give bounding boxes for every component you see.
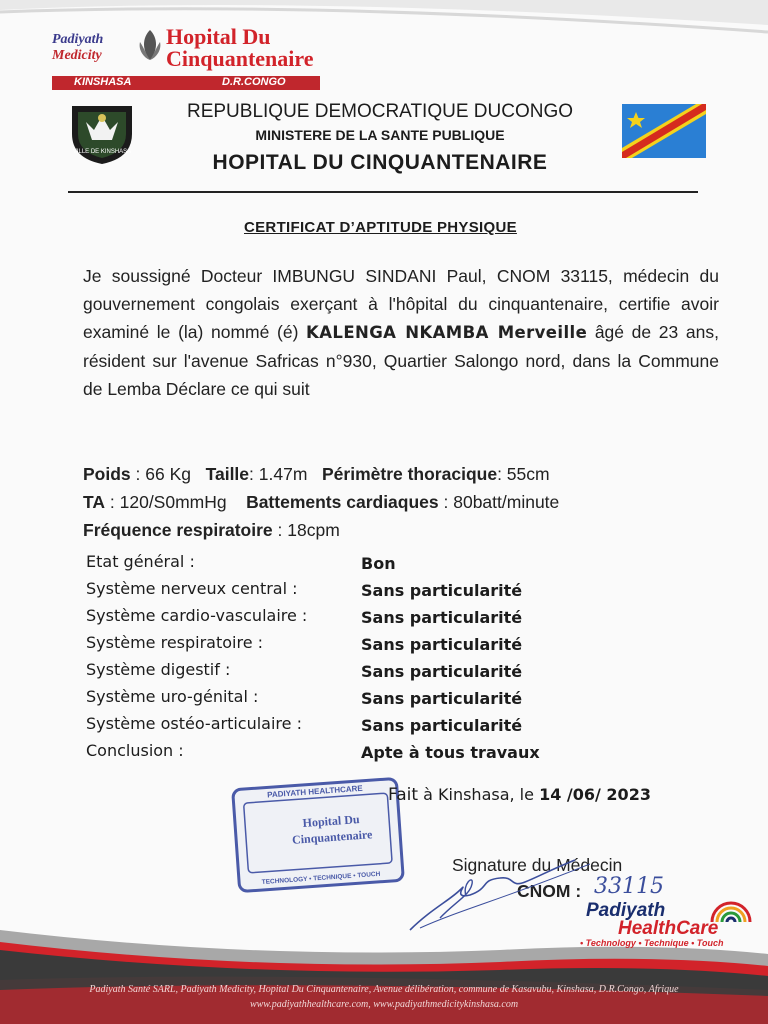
kinshasa-seal-icon	[66, 100, 138, 166]
exam-row	[86, 660, 586, 687]
place-date	[388, 785, 651, 805]
vitals-row-2	[83, 488, 723, 516]
exam-value: Sans particularité	[361, 608, 523, 627]
intro-text-part1: Je soussigné Docteur IMBUNGU SINDANI Paul, CNOM 33115, médecin du gouvernement congolais exerçant à l'hôpital du cinquantenaire, certifie avoir examiné le (la) nommé (é)	[83, 266, 719, 342]
vitals-row-1	[83, 460, 723, 488]
poids-value: : 66 Kg	[130, 464, 191, 484]
drc-flag-icon	[622, 104, 706, 158]
ph-logo-line2: HealthCare	[618, 918, 719, 939]
exam-value: Sans particularité	[361, 581, 523, 600]
exam-label: Système respiratoire :	[86, 633, 264, 652]
ta-value: : 120/S0mmHg	[105, 492, 227, 512]
battements-label: Battements cardiaques	[246, 492, 439, 512]
exam-label: Système uro-génital :	[86, 687, 259, 706]
stamp-line1: Hopital Du	[302, 812, 360, 831]
perimetre-label: Périmètre thoracique	[322, 464, 498, 484]
ph-logo-tagline: • Technology • Technique • Touch	[580, 938, 724, 948]
intro-paragraph	[83, 262, 719, 403]
vitals-block	[83, 460, 723, 544]
stamp-bottom-text: TECHNOLOGY • TECHNIQUE • TOUCH	[261, 870, 381, 887]
lotus-icon	[136, 28, 164, 64]
exam-value: Sans particularité	[361, 635, 523, 654]
exam-label: Système digestif :	[86, 660, 231, 679]
cnom-label: CNOM :	[517, 881, 582, 901]
exam-findings	[86, 552, 586, 768]
exam-value: Apte à tous travaux	[361, 743, 540, 762]
exam-value: Sans particularité	[361, 716, 523, 735]
footer-address: Padiyath Santé SARL, Padiyath Medicity, Hopital Du Cinquantenaire, Avenue délibération, commune de Kasavubu, Kinshasa, D.R.Congo, Afrique	[89, 984, 679, 995]
seal-text: VILLE DE KINSHASA	[72, 149, 132, 155]
republic-heading: REPUBLIQUE DEMOCRATIQUE DUCONGO	[186, 101, 574, 122]
ministry-heading: MINISTERE DE LA SANTE PUBLIQUE	[255, 127, 505, 143]
patient-name: KALENGA NKAMBA Merveille	[306, 323, 588, 342]
logo-location-bar	[52, 76, 320, 90]
taille-label: Taille	[205, 464, 250, 484]
perimetre-value: : 55cm	[497, 464, 550, 484]
exam-row	[86, 714, 586, 741]
logo-brand-line1: Padiyath	[52, 32, 104, 47]
exam-row	[86, 606, 586, 633]
logo-hospital-line2: Cinquantenaire	[166, 46, 314, 71]
exam-label: Conclusion :	[86, 741, 184, 760]
exam-value: Sans particularité	[361, 662, 523, 681]
exam-row	[86, 579, 586, 606]
exam-row	[86, 741, 586, 768]
vitals-row-3	[83, 516, 723, 544]
battements-value: : 80batt/minute	[438, 492, 560, 512]
frequence-value: : 18cpm	[272, 520, 340, 540]
stamp-top-text: PADIYATH HEALTHCARE	[266, 783, 364, 800]
signature-label: Signature du Médecin	[452, 855, 623, 875]
date-value: 14 /06/ 2023	[539, 785, 651, 804]
poids-label: Poids	[83, 464, 131, 484]
hospital-logo	[50, 24, 350, 94]
certificate-title: CERTIFICAT D’APTITUDE PHYSIQUE	[244, 219, 517, 236]
exam-label: Système nerveux central :	[86, 579, 298, 598]
ph-logo-line1: Padiyath	[586, 900, 666, 921]
logo-hospital-line1: Hopital Du	[166, 24, 271, 49]
exam-label: Etat général :	[86, 552, 195, 571]
exam-value: Bon	[361, 554, 396, 573]
intro-text-part2: âgé de 23 ans, résident sur l'avenue Safricas n°930, Quartier Salongo nord, dans la Commune de Lemba Déclare ce qui suit	[83, 322, 719, 399]
footer-websites: www.padiyathhealthcare.com, www.padiyathmedicitykinshasa.com	[249, 999, 519, 1010]
exam-value: Sans particularité	[361, 689, 523, 708]
fait-label: Fait	[388, 785, 419, 805]
taille-value: : 1.47m	[249, 464, 308, 484]
rainbow-icon	[710, 898, 752, 924]
hospital-stamp	[228, 774, 407, 896]
location-left: KINSHASA	[74, 76, 132, 88]
header-divider	[68, 191, 698, 193]
location-right: D.R.CONGO	[222, 76, 286, 88]
exam-label: Système cardio-vasculaire :	[86, 606, 308, 625]
exam-label: Système ostéo-articulaire :	[86, 714, 302, 733]
exam-row	[86, 552, 586, 579]
ta-label: TA	[83, 492, 106, 512]
stamp-line2: Cinquantenaire	[291, 827, 373, 847]
frequence-label: Fréquence respiratoire	[83, 520, 273, 540]
exam-row	[86, 633, 586, 660]
hospital-heading: HOPITAL DU CINQUANTENAIRE	[212, 151, 548, 174]
cnom-handwritten: 33115	[594, 874, 664, 899]
place-text: à Kinshasa, le	[418, 785, 540, 804]
padiyath-healthcare-logo	[578, 894, 758, 954]
exam-row	[86, 687, 586, 714]
logo-brand-line2: Medicity	[52, 48, 102, 63]
